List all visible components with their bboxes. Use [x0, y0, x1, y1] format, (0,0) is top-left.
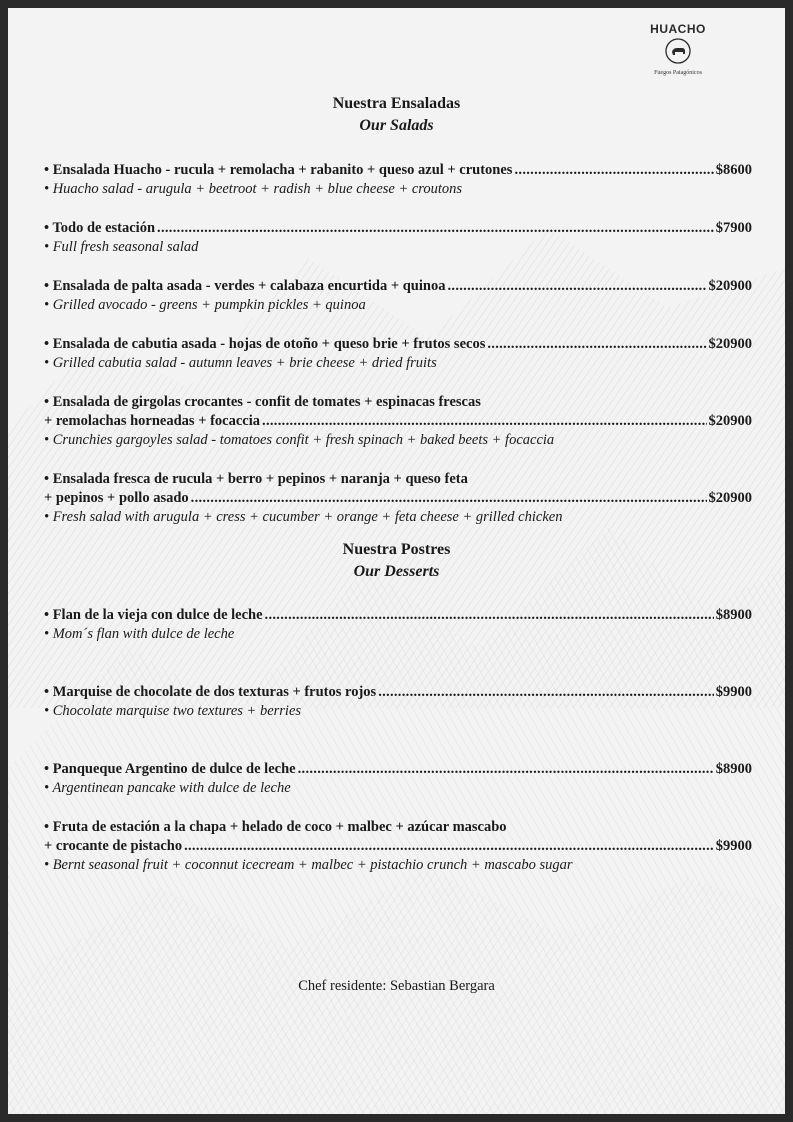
menu-item — [44, 606, 752, 644]
item-price: $9900 — [715, 684, 752, 700]
item-price: $8900 — [715, 761, 752, 777]
item-name: + crocante de pistacho — [44, 838, 183, 854]
item-price: $8600 — [715, 162, 752, 178]
menu-page — [8, 8, 785, 1114]
item-name: + remolachas horneadas + focaccia — [44, 413, 261, 429]
leader-dots — [378, 683, 714, 702]
menu-item — [44, 760, 752, 798]
item-description: • Crunchies gargoyles salad - tomatoes confit + fresh spinach + baked beets + focaccia — [44, 432, 555, 448]
item-name-line: • Ensalada de girgolas crocantes - confit de tomates + espinacas frescas — [44, 394, 481, 410]
item-price: $20900 — [708, 490, 752, 506]
item-price: $20900 — [708, 413, 752, 429]
item-description: • Bernt seasonal fruit + coconnut icecream + malbec + pistachio crunch + mascabo sugar — [44, 857, 573, 873]
leader-dots — [157, 219, 714, 238]
item-name-line: • Fruta de estación a la chapa + helado de coco + malbec + azúcar mascabo — [44, 819, 507, 835]
menu-item — [44, 335, 752, 373]
leader-dots — [298, 760, 714, 779]
bull-seal-icon — [665, 38, 691, 64]
brand-tagline: Fuegos Patagónicos — [654, 70, 702, 76]
item-description: • Huacho salad - arugula + beetroot + radish + blue cheese + croutons — [44, 181, 463, 197]
item-price: $7900 — [715, 220, 752, 236]
leader-dots — [447, 277, 706, 296]
menu-item — [44, 161, 752, 199]
chef-credit: Chef residente: Sebastian Bergara — [298, 978, 495, 994]
leader-dots — [184, 837, 714, 856]
salads-title-en: Our Salads — [359, 117, 434, 134]
item-description: • Full fresh seasonal salad — [44, 239, 199, 255]
item-description: • Grilled avocado - greens + pumpkin pickles + quinoa — [44, 297, 366, 313]
item-description: • Argentinean pancake with dulce de leche — [44, 780, 291, 796]
menu-item — [44, 277, 752, 315]
salads-title-es: Nuestra Ensaladas — [332, 95, 461, 112]
leader-dots — [487, 335, 706, 354]
item-name: + pepinos + pollo asado — [44, 490, 189, 506]
menu-item — [44, 683, 752, 721]
item-name-line: • Ensalada fresca de rucula + berro + pepinos + naranja + queso feta — [44, 471, 468, 487]
salads-heading — [8, 93, 785, 137]
item-price: $20900 — [708, 278, 752, 294]
menu-item — [44, 393, 752, 450]
item-description: • Fresh salad with arugula + cress + cucumber + orange + feta cheese + grilled chicken — [44, 509, 563, 525]
item-name: • Ensalada de palta asada - verdes + calabaza encurtida + quinoa — [44, 278, 446, 294]
desserts-title-es: Nuestra Postres — [342, 541, 451, 558]
menu-item — [44, 470, 752, 527]
desserts-title-en: Our Desserts — [353, 563, 440, 580]
item-price: $20900 — [708, 336, 752, 352]
menu-item — [44, 219, 752, 257]
item-description: • Grilled cabutia salad - autumn leaves + brie cheese + dried fruits — [44, 355, 437, 371]
brand-name: HUACHO — [650, 22, 706, 36]
menu-item — [44, 818, 752, 875]
brand-logo — [636, 22, 720, 76]
leader-dots — [514, 161, 713, 180]
leader-dots — [262, 412, 706, 431]
item-price: $9900 — [715, 838, 752, 854]
item-name: • Flan de la vieja con dulce de leche — [44, 607, 263, 623]
item-name: • Todo de estación — [44, 220, 156, 236]
item-name: • Marquise de chocolate de dos texturas + frutos rojos — [44, 684, 377, 700]
item-price: $8900 — [715, 607, 752, 623]
leader-dots — [191, 489, 707, 508]
desserts-heading — [8, 539, 785, 583]
item-name: • Panqueque Argentino de dulce de leche — [44, 761, 296, 777]
leader-dots — [265, 606, 714, 625]
item-name: • Ensalada Huacho - rucula + remolacha + rabanito + queso azul + crutones — [44, 162, 513, 178]
item-description: • Chocolate marquise two textures + berries — [44, 703, 302, 719]
item-description: • Mom´s flan with dulce de leche — [44, 626, 235, 642]
item-name: • Ensalada de cabutia asada - hojas de otoño + queso brie + frutos secos — [44, 336, 486, 352]
